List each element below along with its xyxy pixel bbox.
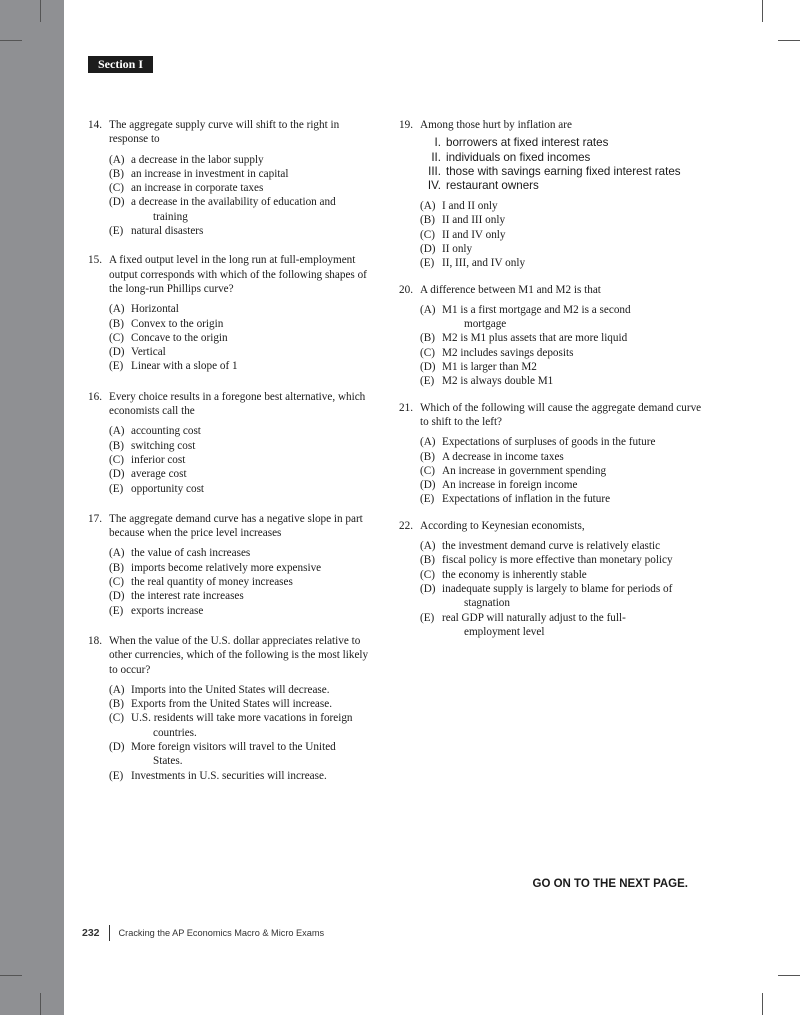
answer-choice	[420, 492, 704, 506]
choice-text: the economy is inherently stable	[442, 568, 587, 581]
roman-list	[405, 136, 704, 193]
choice-label: (B)	[109, 439, 124, 452]
choice-text-wrap	[442, 568, 704, 582]
choice-text: An increase in government spending	[442, 464, 607, 477]
choice-text-wrap	[131, 711, 378, 740]
answer-choice	[420, 478, 704, 492]
answer-choice	[420, 568, 704, 582]
choice-text: opportunity cost	[131, 482, 205, 495]
crop-mark	[0, 40, 22, 41]
roman-item	[405, 165, 704, 179]
choice-text: the value of cash increases	[131, 547, 251, 560]
choice-text: the investment demand curve is relatively elastic	[442, 540, 661, 553]
choice-label: (B)	[109, 317, 124, 330]
choice-text: II and III only	[442, 214, 506, 227]
choice-label: (D)	[109, 468, 125, 481]
choice-text: an increase in investment in capital	[131, 167, 289, 180]
answer-choices	[420, 303, 704, 389]
page-footer	[82, 924, 324, 942]
choice-text-wrap	[131, 589, 378, 603]
choice-text-wrap	[131, 424, 378, 438]
answer-choice	[420, 331, 704, 345]
choice-text: II only	[442, 243, 473, 255]
answer-choice	[109, 195, 378, 224]
answer-choice	[109, 740, 378, 769]
crop-mark	[778, 975, 800, 976]
choice-label: (C)	[109, 331, 124, 344]
answer-choice	[109, 589, 378, 603]
choice-label: (B)	[420, 554, 435, 567]
choice-text: average cost	[131, 468, 187, 481]
choice-text: a decrease in the availability of education and	[131, 196, 336, 209]
answer-choice	[420, 450, 704, 464]
answer-choices	[420, 539, 704, 639]
choice-label: (E)	[109, 225, 124, 238]
choice-text-continued: employment level	[464, 625, 545, 638]
choice-text: switching cost	[131, 439, 196, 452]
book-title: Cracking the AP Economics Macro & Micro Exams	[118, 928, 325, 938]
roman-numeral: III.	[428, 164, 441, 178]
answer-choice	[109, 424, 378, 438]
answer-choice	[109, 439, 378, 453]
choice-label: (B)	[420, 214, 435, 227]
choice-text-wrap	[442, 256, 704, 270]
footer-divider	[109, 925, 110, 941]
choice-text: I and II only	[442, 200, 498, 213]
choice-text-wrap	[131, 317, 378, 331]
answer-choice	[420, 611, 704, 640]
choice-label: (A)	[109, 153, 125, 166]
question-text: A difference between M1 and M2 is that	[420, 283, 601, 296]
question	[399, 519, 704, 639]
roman-item	[405, 136, 704, 150]
roman-text: those with savings earning fixed interest rates	[446, 164, 681, 178]
question	[88, 634, 378, 783]
choice-text-wrap	[131, 181, 378, 195]
choice-label: (C)	[420, 568, 435, 581]
choice-text-wrap	[442, 213, 704, 227]
choice-label: (A)	[420, 540, 436, 553]
page-number: 232	[82, 927, 100, 939]
choice-text-wrap	[442, 303, 704, 332]
choice-text: imports become relatively more expensive	[131, 561, 322, 574]
choice-label: (A)	[109, 303, 125, 316]
choice-text: the interest rate increases	[131, 590, 244, 603]
answer-choice	[109, 317, 378, 331]
answer-choice	[420, 303, 704, 332]
answer-choice	[109, 697, 378, 711]
answer-choices	[109, 546, 378, 617]
answer-choices	[109, 683, 378, 783]
answer-choice	[109, 482, 378, 496]
choice-label: (E)	[109, 769, 124, 782]
choice-text: Imports into the United States will decrease.	[131, 683, 330, 696]
answer-choice	[109, 604, 378, 618]
choice-label: (D)	[109, 346, 125, 359]
section-tab: Section I	[88, 56, 153, 73]
choice-label: (D)	[109, 740, 125, 753]
choice-text: exports increase	[131, 604, 204, 617]
choice-text: a decrease in the labor supply	[131, 153, 264, 166]
question-stem	[399, 118, 704, 132]
question-number: 16.	[88, 390, 102, 403]
margin-gray-bar	[0, 0, 64, 1015]
answer-choice	[109, 769, 378, 783]
question-number: 17.	[88, 512, 102, 525]
choice-text: natural disasters	[131, 225, 204, 238]
roman-text: individuals on fixed incomes	[446, 150, 591, 164]
question-stem	[399, 519, 704, 533]
choice-text-wrap	[442, 611, 704, 640]
choice-text-wrap	[442, 553, 704, 567]
answer-choice	[109, 167, 378, 181]
choice-label: (D)	[109, 590, 125, 603]
question-stem	[88, 390, 378, 419]
choice-text-wrap	[131, 467, 378, 481]
choice-text-wrap	[131, 153, 378, 167]
question-number: 15.	[88, 254, 102, 267]
choice-text: inferior cost	[131, 453, 186, 466]
choice-text: U.S. residents will take more vacations in foreign	[131, 712, 353, 725]
question-text: According to Keynesian economists,	[420, 519, 585, 532]
choice-text: A decrease in income taxes	[442, 450, 564, 463]
answer-choice	[420, 213, 704, 227]
choice-label: (A)	[420, 200, 436, 213]
question-stem	[399, 401, 704, 430]
question	[399, 118, 704, 271]
answer-choice	[109, 359, 378, 373]
choice-text: Concave to the origin	[131, 331, 228, 344]
choice-label: (C)	[420, 464, 435, 477]
choice-text-wrap	[131, 740, 378, 769]
choice-text: An increase in foreign income	[442, 479, 578, 492]
crop-mark	[40, 0, 41, 22]
roman-text: restaurant owners	[446, 178, 539, 192]
answer-choices	[109, 424, 378, 495]
choice-text-wrap	[442, 360, 704, 374]
answer-choice	[420, 374, 704, 388]
choice-text-wrap	[131, 302, 378, 316]
choice-text: M2 includes savings deposits	[442, 346, 574, 359]
answer-choices	[109, 153, 378, 239]
question	[88, 118, 378, 238]
choice-text: Linear with a slope of 1	[131, 360, 238, 373]
choice-text-wrap	[131, 604, 378, 618]
roman-item	[405, 151, 704, 165]
answer-choice	[109, 683, 378, 697]
roman-numeral: I.	[434, 136, 441, 150]
answer-choices	[109, 302, 378, 373]
answer-choices	[420, 435, 704, 506]
choice-label: (E)	[109, 604, 124, 617]
answer-choice	[420, 360, 704, 374]
question-stem	[88, 512, 378, 541]
choice-label: (D)	[420, 243, 436, 255]
crop-mark	[40, 993, 41, 1015]
choice-label: (E)	[109, 482, 124, 495]
choice-text: an increase in corporate taxes	[131, 182, 264, 195]
choice-text-continued: States.	[153, 755, 183, 768]
question	[399, 283, 704, 389]
choice-text-wrap	[131, 359, 378, 373]
choice-label: (B)	[109, 561, 124, 574]
choice-text: More foreign visitors will travel to the United	[131, 740, 336, 753]
choice-text-wrap	[442, 228, 704, 242]
choice-text: Expectations of inflation in the future	[442, 493, 611, 506]
answer-choice	[420, 256, 704, 270]
choice-text-wrap	[131, 482, 378, 496]
choice-label: (E)	[109, 360, 124, 373]
roman-numeral: II.	[431, 150, 441, 164]
choice-label: (D)	[109, 196, 125, 209]
choice-text-wrap	[131, 439, 378, 453]
question-stem	[88, 634, 378, 677]
choice-text-wrap	[442, 374, 704, 388]
question-number: 20.	[399, 283, 413, 296]
left-column	[88, 118, 378, 783]
right-column	[399, 118, 704, 639]
answer-choice	[109, 561, 378, 575]
choice-text-wrap	[131, 697, 378, 711]
roman-text: borrowers at fixed interest rates	[446, 136, 609, 150]
choice-label: (C)	[420, 346, 435, 359]
answer-choice	[109, 331, 378, 345]
choice-text-wrap	[131, 453, 378, 467]
question-number: 22.	[399, 519, 413, 532]
choice-label: (B)	[420, 332, 435, 345]
choice-text-continued: training	[153, 210, 188, 223]
answer-choice	[420, 228, 704, 242]
choice-text: II, III, and IV only	[442, 257, 526, 270]
choice-label: (A)	[109, 683, 125, 696]
answer-choice	[420, 435, 704, 449]
answer-choice	[420, 539, 704, 553]
answer-choice	[420, 582, 704, 611]
choice-text-wrap	[442, 478, 704, 492]
choice-text-wrap	[131, 561, 378, 575]
question	[399, 401, 704, 507]
choice-text: fiscal policy is more effective than monetary policy	[442, 554, 673, 567]
roman-item	[405, 179, 704, 193]
crop-mark	[778, 40, 800, 41]
choice-label: (E)	[420, 611, 435, 624]
choice-label: (E)	[420, 375, 435, 388]
choice-text: inadequate supply is largely to blame for periods of	[442, 582, 673, 595]
question-stem	[88, 118, 378, 147]
roman-numeral: IV.	[427, 178, 441, 192]
question	[88, 512, 378, 618]
answer-choice	[109, 467, 378, 481]
question-number: 14.	[88, 119, 102, 131]
choice-text-wrap	[131, 331, 378, 345]
go-on-next-page: GO ON TO THE NEXT PAGE.	[532, 878, 688, 890]
choice-label: (E)	[420, 257, 435, 270]
choice-text-wrap	[131, 683, 378, 697]
choice-text: accounting cost	[131, 425, 201, 438]
choice-label: (A)	[109, 425, 125, 438]
choice-text-wrap	[442, 331, 704, 345]
answer-choice	[420, 346, 704, 360]
choice-text-wrap	[131, 575, 378, 589]
choice-text: Vertical	[131, 346, 166, 359]
question-number: 19.	[399, 119, 413, 131]
choice-label: (A)	[420, 436, 436, 449]
choice-text-wrap	[442, 492, 704, 506]
choice-label: (D)	[420, 479, 436, 492]
answer-choice	[109, 575, 378, 589]
choice-label: (C)	[109, 712, 124, 725]
choice-label: (C)	[420, 228, 435, 241]
question-number: 21.	[399, 401, 413, 414]
choice-label: (E)	[420, 493, 435, 506]
choice-text: Horizontal	[131, 303, 179, 316]
answer-choices	[420, 199, 704, 270]
choice-text: real GDP will naturally adjust to the full-	[442, 611, 626, 624]
choice-text: Exports from the United States will increase.	[131, 698, 333, 711]
answer-choice	[109, 302, 378, 316]
choice-text-wrap	[131, 546, 378, 560]
choice-text-continued: mortgage	[464, 318, 507, 331]
choice-text: the real quantity of money increases	[131, 576, 293, 589]
question-stem	[399, 283, 704, 297]
choice-label: (A)	[109, 547, 125, 560]
question-stem	[88, 253, 378, 296]
crop-mark	[762, 0, 763, 22]
question	[88, 390, 378, 496]
choice-label: (C)	[109, 182, 124, 195]
crop-mark	[762, 993, 763, 1015]
answer-choice	[420, 553, 704, 567]
choice-label: (C)	[109, 576, 124, 589]
choice-label: (D)	[420, 582, 436, 595]
answer-choice	[420, 199, 704, 213]
choice-label: (A)	[420, 303, 436, 316]
question-text: The aggregate supply curve will shift to the right in response to	[109, 119, 340, 146]
choice-text: M1 is larger than M2	[442, 361, 537, 374]
answer-choice	[109, 153, 378, 167]
question-text: The aggregate demand curve has a negative slope in part because when the price level increases	[109, 512, 363, 540]
choice-text-wrap	[442, 435, 704, 449]
choice-text-wrap	[442, 346, 704, 360]
choice-label: (B)	[420, 450, 435, 463]
choice-text-wrap	[442, 582, 704, 611]
choice-label: (B)	[109, 698, 124, 711]
answer-choice	[109, 345, 378, 359]
question-text: When the value of the U.S. dollar appreciates relative to other currencies, which of the following is the most likely to occur?	[109, 634, 369, 676]
choice-text: Investments in U.S. securities will increase.	[131, 769, 327, 782]
choice-label: (C)	[109, 453, 124, 466]
answer-choice	[420, 242, 704, 256]
answer-choice	[109, 711, 378, 740]
choice-text-wrap	[131, 345, 378, 359]
answer-choice	[109, 453, 378, 467]
choice-text-continued: stagnation	[464, 597, 510, 610]
crop-mark	[0, 975, 22, 976]
choice-label: (D)	[420, 361, 436, 374]
choice-text-continued: countries.	[153, 726, 197, 739]
question	[88, 253, 378, 373]
choice-text: II and IV only	[442, 228, 506, 241]
choice-text: M1 is a first mortgage and M2 is a second	[442, 303, 631, 316]
choice-text-wrap	[442, 464, 704, 478]
choice-text-wrap	[442, 199, 704, 213]
choice-text-wrap	[131, 224, 378, 238]
answer-choice	[109, 546, 378, 560]
choice-text: M2 is M1 plus assets that are more liquid	[442, 332, 628, 345]
choice-text: Expectations of surpluses of goods in the future	[442, 436, 656, 449]
choice-text-wrap	[131, 769, 378, 783]
choice-text: M2 is always double M1	[442, 375, 554, 388]
choice-text: Convex to the origin	[131, 317, 224, 330]
question-text: Every choice results in a foregone best alternative, which economists call the	[109, 390, 366, 418]
choice-text-wrap	[442, 539, 704, 553]
question-number: 18.	[88, 634, 102, 647]
answer-choice	[109, 181, 378, 195]
question-text: Which of the following will cause the aggregate demand curve to shift to the left?	[420, 401, 702, 428]
answer-choice	[109, 224, 378, 238]
answer-choice	[420, 464, 704, 478]
question-text: A fixed output level in the long run at full-employment output corresponds with which of the following shapes of the long-run Phillips curve?	[109, 254, 367, 295]
choice-text-wrap	[131, 195, 378, 224]
choice-label: (B)	[109, 167, 124, 180]
question-text: Among those hurt by inflation are	[420, 119, 572, 131]
choice-text-wrap	[442, 450, 704, 464]
choice-text-wrap	[442, 242, 704, 256]
choice-text-wrap	[131, 167, 378, 181]
